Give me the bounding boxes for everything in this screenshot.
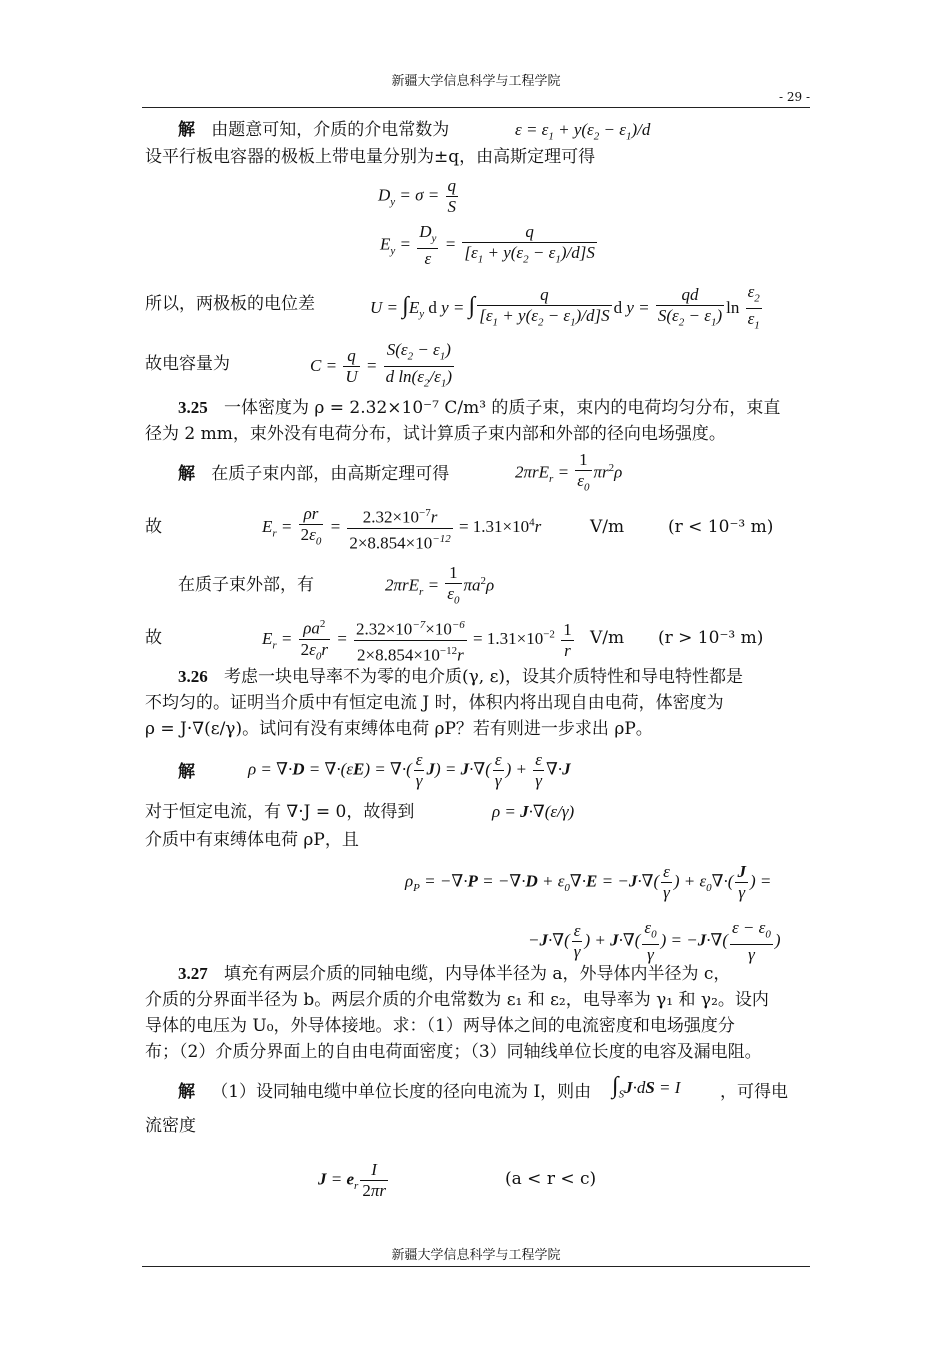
footer-rule xyxy=(142,1266,810,1267)
solution-label xyxy=(178,760,195,784)
ey-formula: $E_y$ = $\frac{D_y}{\varepsilon}$ = $\frac{q}{[\varepsilon_1 + y(\varepsilon_2 - \varepsilon_1)/d]S}$ xyxy=(380,222,595,269)
problem-line: 不均匀的。证明当介质中有恒定电流 J 时，体积内将出现自由电荷，体密度为 xyxy=(145,693,724,713)
solution-label: 解 xyxy=(178,1082,195,1102)
solution-label: 解 xyxy=(178,120,195,140)
page-number: - 29 - xyxy=(778,90,810,104)
condition-label: (a < r < c) xyxy=(505,1169,597,1189)
header-rule xyxy=(142,107,810,108)
epsilon-formula: $\varepsilon = \varepsilon_1 + y(\varepsilon_2 - \varepsilon_1)/d$ xyxy=(515,120,651,143)
capacitance-formula: C = $\frac{q}{U}$ = $\frac{S(\varepsilon_2 - \varepsilon_1)}{d \ln(\varepsilon_2/\varepsilon_1)}$ xyxy=(310,340,456,394)
dy-formula: $D_y = \sigma$ = $\frac{q}{S}$ xyxy=(378,176,456,216)
problem-text: 考虑一块电导率不为零的电介质(γ, ε)，设其介质特性和导电特性都是 xyxy=(223,667,744,687)
unit-label: V/m xyxy=(590,517,625,537)
solution-line xyxy=(178,1080,591,1104)
paragraph-line: 流密度 xyxy=(145,1116,196,1136)
problem-text: 一体密度为 ρ = 2.32×10⁻⁷ C/m³ 的质子束，束内的电荷均匀分布，束直 xyxy=(223,398,781,418)
solution-text: （1）设同轴电缆中单位长度的径向电流为 I，则由 xyxy=(211,1082,592,1102)
solution-line xyxy=(178,462,449,486)
problem-line: 介质的分界面半径为 b。两层介质的介电常数为 ε₁ 和 ε₂，电导率为 γ₁ 和 γ₂。设内 xyxy=(145,990,769,1010)
paragraph-line: 故 xyxy=(145,517,162,537)
problem-number: 3.27 xyxy=(178,964,208,983)
problem-number: 3.25 xyxy=(178,398,208,417)
rho-formula: ρ = ∇·D = ∇·(εE) = ∇·( $\frac{\varepsilon}{\gamma}$ J) = J·∇( $\frac{\varepsilon}{\gamma}$ ) + $\frac{\varepsilon}{\gamma}$ ∇·J xyxy=(248,750,571,790)
problem-line xyxy=(178,665,743,689)
paragraph-line: 在质子束外部，有 xyxy=(178,575,314,595)
potential-formula: $U = \int E_y$ d y = ∫ $\frac{q}{[\varepsilon_1 + y(\varepsilon_2 - \varepsilon_1)/d]S}$ d y = $\frac{qd}{S(\varepsilon_2 - \varepsilon_1)}$ ln $\frac{\varepsilon_2}{\varepsilon_1}$ xyxy=(370,282,764,336)
problem-number: 3.26 xyxy=(178,667,208,686)
rhop-formula-2: −J·∇( $\frac{\varepsilon}{\gamma}$ ) + J·∇( $\frac{\varepsilon_0}{\gamma}$ ) = −J·∇( $\frac{\varepsilon - \varepsilon_0}{\gamma}$ ) xyxy=(528,918,781,965)
paragraph-line: 所以，两极板的电位差 xyxy=(145,294,315,314)
problem-line: 布；（2）介质分界面上的自由电荷面密度；（3）同轴线单位长度的电容及漏电阻。 xyxy=(145,1042,762,1062)
problem-line: ρ = J·∇(ε/γ)。试问有没有束缚体电荷 ρP？若有则进一步求出 ρP。 xyxy=(145,719,653,739)
solution-line xyxy=(178,118,449,142)
solution-label-text: 解 xyxy=(178,762,195,782)
solution-label: 解 xyxy=(178,464,195,484)
outer-field-formula: $E_r$ = $\frac{\rho a^2}{2\varepsilon_0r}$ = $\frac{2.32\times 10^{-7}\times 10^{-6}}{2\times 8.854\times 10^{-12}r}$ = $1.31\times 10^{-2}$ $\frac{1}{r}$ xyxy=(262,618,572,665)
paragraph-line: 故电容量为 xyxy=(145,354,230,374)
gauss-outer-formula: 2πrE$_r$ = $\frac{1}{\varepsilon_0}$ $\pi a^2\rho$ xyxy=(385,563,494,610)
page-footer: 新疆大学信息科学与工程学院 xyxy=(391,1248,561,1263)
solution-text: ，可得电 xyxy=(720,1082,788,1102)
unit-label: V/m xyxy=(590,628,625,648)
condition-label: (r > 10⁻³ m) xyxy=(658,628,764,648)
solution-text: 由题意可知，介质的介电常数为 xyxy=(211,120,450,140)
problem-line xyxy=(178,962,730,986)
rhop-formula-1: $\rho_P = -\nabla\cdot P = -\nabla\cdot D + \varepsilon_0\nabla\cdot E = -J\cdot\nabla$( $\frac{\varepsilon}{\gamma}$ ) + $\varepsilon_0\nabla\cdot$( $\frac{J}{\gamma}$ ) = xyxy=(405,862,772,902)
current-density-formula: $J = e_r$ $\frac{I}{2\pi r}$ xyxy=(318,1160,386,1200)
problem-line: 导体的电压为 U₀，外导体接地。求：（1）两导体之间的电流密度和电场强度分 xyxy=(145,1016,735,1036)
problem-line xyxy=(178,396,780,420)
rho-result-formula: ρ = J·∇(ε/γ) xyxy=(492,802,575,821)
paragraph-line: 故 xyxy=(145,628,162,648)
problem-line: 径为 2 mm，束外没有电荷分布，试计算质子束内部和外部的径向电场强度。 xyxy=(145,424,726,444)
current-integral-formula: $\int_SJ\cdot dS = I$ xyxy=(612,1073,681,1101)
paragraph-line: 对于恒定电流，有 ∇·J = 0，故得到 xyxy=(145,802,415,822)
page-header: 新疆大学信息科学与工程学院 xyxy=(391,74,561,89)
paragraph-line: 设平行板电容器的极板上带电量分别为±q，由高斯定理可得 xyxy=(145,147,596,167)
inner-field-formula: $E_r$ = $\frac{\rho r}{2\varepsilon_0}$ = $\frac{2.32\times 10^{-7}r}{2\times 8.854\times 10^{-12}}$ = $1.31\times 10^4r$ xyxy=(262,504,542,553)
gauss-inner-formula: 2πrE$_r$ = $\frac{1}{\varepsilon_0}$ $\pi r^2\rho$ xyxy=(515,450,622,497)
problem-text: 填充有两层介质的同轴电缆，内导体半径为 a，外导体内半径为 c， xyxy=(223,964,731,984)
solution-text: 在质子束内部，由高斯定理可得 xyxy=(211,464,450,484)
condition-label: (r < 10⁻³ m) xyxy=(668,517,774,537)
paragraph-line: 介质中有束缚体电荷 ρP，且 xyxy=(145,830,359,850)
